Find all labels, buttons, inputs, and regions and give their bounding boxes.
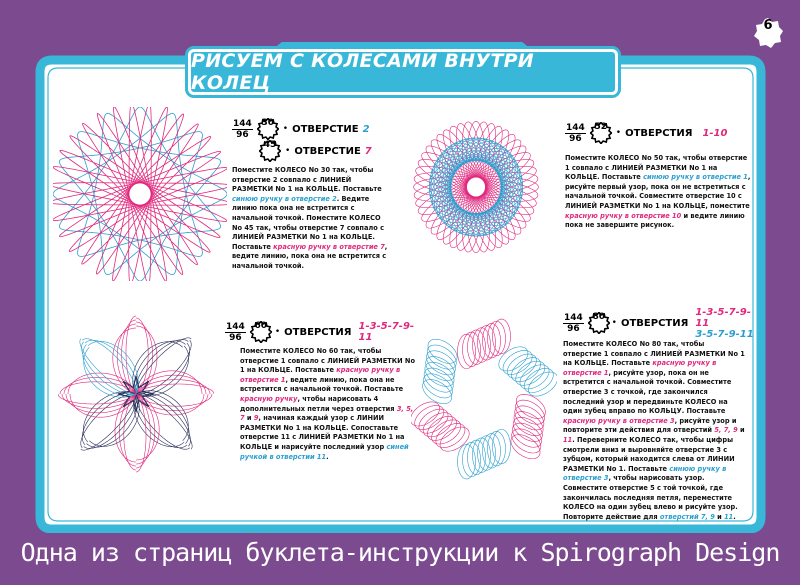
text-segment: красную ручку в отверстие 10 <box>565 211 682 220</box>
ring-top: 144 <box>564 312 583 323</box>
text-segment: , рисуйте узор и повторите эти действия для отверстий <box>563 416 737 435</box>
spiro-flower-pattern <box>58 306 214 482</box>
text-segment: красную ручку в отверстие 7 <box>273 242 385 251</box>
hole-value: 1-10 <box>702 127 728 139</box>
text-segment: 11 <box>724 512 734 521</box>
bullet-icon: • <box>611 318 617 328</box>
page-number: 6 <box>763 18 773 33</box>
gear-icon <box>250 321 271 343</box>
ring-bottom: 96 <box>569 133 582 144</box>
hole-label: ОТВЕРСТИЯ <box>625 127 693 139</box>
page-title: РИСУЕМ С КОЛЕСАМИ ВНУТРИ КОЛЕЦ <box>191 50 535 94</box>
section-4 <box>563 306 758 522</box>
text-segment: 9 <box>253 414 259 423</box>
caption: Одна из страниц буклета-инструкции к Spirograph Design <box>20 538 780 567</box>
text-segment: . Ведите линию пока она не встретится с начальной точкой. Поместите КОЛЕСО No 45 так, чтобы отверстие 7 совпало с ЛИНИЕЙ РАЗМЕТКИ No 1 на КОЛЬЦЕ. Поставьте <box>232 194 385 251</box>
hole-values <box>695 307 758 340</box>
text-segment: и <box>714 512 725 521</box>
spiro-star-pattern <box>411 317 557 481</box>
bullet-icon: • <box>274 327 281 337</box>
text-segment: , ведите линию, пока она не встретится с начальной точкой. Поставьте <box>240 375 404 394</box>
text-segment: Поместите КОЛЕСО No 50 так, чтобы отверстие 1 совпало с ЛИНИЕЙ РАЗМЕТКИ No 1 на КОЛЬЦЕ. Поставьте <box>565 154 748 182</box>
text-segment: синюю ручку в отверстие 3 <box>563 464 727 483</box>
wheel-number: 80 <box>592 312 606 322</box>
text-segment: синюю ручку в отверстие 2 <box>232 194 337 203</box>
section-2 <box>565 122 760 231</box>
text-segment: , рисуйте узор, пока он не встретится с начальной точкой. Совместите отверстие 3 с точкой, где закончился последний узор и передвиньте КОЛЕСО на один зубец вправо по КОЛЬЦУ. Поставьте <box>563 368 732 416</box>
hole-value: 2 <box>362 123 370 135</box>
hole-label: ОТВЕРСТИЕ <box>292 123 359 135</box>
text-segment: красную ручку в отверстие 1 <box>563 359 717 377</box>
section-2-text <box>565 154 753 231</box>
gear-icon <box>259 140 281 162</box>
text-segment: Поместите КОЛЕСО No 60 так, чтобы отверстие 1 совпало с ЛИНИЕЙ РАЗМЕТКИ No 1 на КОЛЬЦЕ. Поставьте <box>240 347 415 375</box>
gear-icon <box>257 118 279 140</box>
text-segment: синей ручкой в отверстии 11 <box>240 442 409 461</box>
text-segment: Поместите КОЛЕСО No 80 так, чтобы отверстие 1 совпало с ЛИНИЕЙ РАЗМЕТКИ No 1 на КОЛЬЦЕ. Поставьте <box>563 340 745 368</box>
section-1-text <box>232 166 390 272</box>
text-segment: Поместите КОЛЕСО No 30 так, чтобы отверстие 2 совпало с ЛИНИЕЙ РАЗМЕТКИ No 1 на КОЛЬЦЕ. Поставьте <box>232 166 382 194</box>
spiro-ring-pattern <box>53 107 227 281</box>
section-2-header <box>565 122 760 144</box>
text-segment: и ведите линию пока не завершите рисунок. <box>565 211 745 230</box>
ring-top: 144 <box>233 118 252 129</box>
text-segment: отверстий 7, 9 <box>659 512 715 521</box>
hole-label: ОТВЕРСТИЯ <box>284 326 352 338</box>
text-segment: . Переверните КОЛЕСО так, чтобы цифры смотрели вниз и выровняйте отверстие 3 с зубцом, который находится слева от ЛИНИИ РАЗМЕТКИ No 1. Поставьте <box>563 435 735 473</box>
text-segment: , ведите линию, пока она не встретится с начальной точкой. <box>232 242 388 270</box>
text-segment: , начиная каждый узор с ЛИНИИ РАЗМЕТКИ No 1 на КОЛЬЦЕ. Сопоставьте отверстие 11 с ЛИНИЕЙ РАЗМЕТКИ No 1 на КОЛЬЦЕ и нарисуйте последний узор <box>240 414 405 451</box>
section-4-header <box>563 306 758 340</box>
title-banner <box>188 49 618 95</box>
wheel-number: 45 <box>263 140 277 150</box>
section-1-header-2 <box>259 140 412 162</box>
text-segment: 3, 5, 7 <box>240 404 414 423</box>
gear-icon <box>588 312 608 334</box>
section-1 <box>232 118 412 272</box>
text-segment: , рисуйте первый узор, пока он не встретиться с начальной точкой. Совместите отверстие 10 с ЛИНИЕЙ РАЗМЕТКИ No 1 на КОЛЬЦЕ, поместите <box>565 173 751 210</box>
text-segment: красную ручку в отверстие 1 <box>240 366 401 384</box>
text-segment: красную ручку <box>240 394 298 403</box>
text-segment: и <box>244 414 254 423</box>
text-segment: 5, 7, 9 <box>714 426 738 435</box>
gear-icon <box>590 122 612 144</box>
text-segment: , чтобы нарисовать 4 дополнительных петли через отверстия <box>240 394 397 413</box>
ring-bottom: 96 <box>236 129 249 140</box>
hole-label: ОТВЕРСТИЯ <box>620 317 689 329</box>
text-segment: , чтобы нарисовать узор. Совместите отверстие 5 с той точкой, где закончилась последняя петля, переместите КОЛЕСО на один зубец влево и рисуйте узор. Повторите действие для <box>563 474 738 521</box>
hole-label: ОТВЕРСТИЕ <box>294 145 361 157</box>
section-3 <box>225 321 425 462</box>
spiro-dense-ring-pattern <box>403 109 549 265</box>
hole-value: 1-3-5-7-9-11 <box>358 321 415 343</box>
ring-bottom: 96 <box>229 332 242 343</box>
ring-fraction <box>563 313 584 334</box>
ring-bottom: 96 <box>567 323 580 334</box>
hole-value-2: 3-5-7-9-11 <box>695 328 754 340</box>
ring-top: 144 <box>566 122 585 133</box>
wheel-number: 52 <box>594 122 608 132</box>
ring-top: 144 <box>226 321 245 332</box>
text-segment: . <box>326 452 329 461</box>
section-3-text <box>240 347 420 462</box>
section-4-text <box>563 340 745 522</box>
section-3-header <box>225 321 425 343</box>
bullet-icon: • <box>282 124 289 134</box>
text-segment: красную ручку в отверстие 3 <box>563 416 675 425</box>
hole-value: 7 <box>364 145 372 157</box>
text-segment: и <box>737 426 745 435</box>
text-segment: синюю ручку в отверстие 1 <box>643 173 748 182</box>
hole-value: 1-3-5-7-9-11 <box>695 306 751 329</box>
text-segment: 11 <box>563 435 573 444</box>
ring-fraction <box>565 123 586 144</box>
bullet-icon: • <box>615 128 622 138</box>
ring-fraction <box>225 322 246 343</box>
text-segment: . <box>733 512 736 521</box>
ring-fraction <box>232 119 253 140</box>
wheel-number: 60 <box>254 321 268 331</box>
wheel-number: 30 <box>261 118 275 128</box>
section-1-header <box>232 118 412 140</box>
bullet-icon: • <box>285 146 291 156</box>
